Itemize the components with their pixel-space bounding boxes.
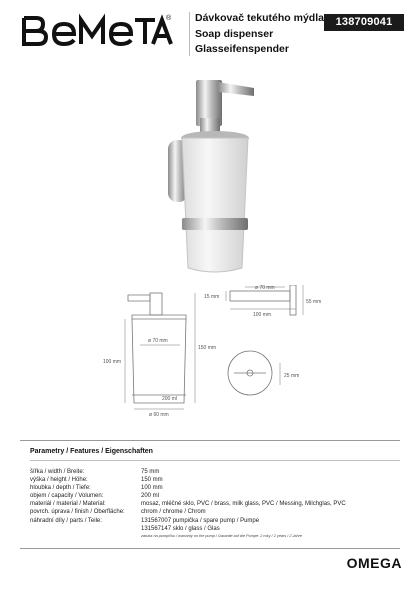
- dim-side-base: 15 mm: [204, 294, 220, 300]
- product-titles: [195, 11, 324, 58]
- spec-row: [30, 533, 346, 539]
- spec-row: [30, 500, 346, 508]
- dim-side-depth: 100 mm: [253, 312, 272, 318]
- spec-value: mosaz, mléčné sklo, PVC / brass, milk glass, PVC / Messing, Milchglas, PVC: [141, 501, 346, 508]
- section-rule-inner: [30, 460, 400, 461]
- product-code-badge: 138709041: [324, 14, 404, 31]
- dim-side-diameter: ø 70 mm: [255, 285, 275, 291]
- dim-round-plate: 25 mm: [284, 373, 300, 379]
- warranty-note: záruka na pumpičku / warranty on the pump / Garantie auf die Pumpe: 2 roky / 2 years / 2 Jahre: [141, 533, 303, 538]
- spec-value: 150 mm: [141, 477, 163, 484]
- spec-row: [30, 492, 346, 500]
- spec-label: hloubka / depth / Tiefe:: [30, 485, 91, 492]
- title-cz: Dávkovač tekutého mýdla: [195, 12, 324, 24]
- title-en: Soap dispenser: [195, 27, 274, 40]
- specs-table: [30, 468, 346, 539]
- spec-value: 75 mm: [141, 469, 160, 475]
- spec-value: 131567007 pumpička / spare pump / Pumpe: [141, 517, 260, 524]
- section-rule-top: [20, 440, 400, 441]
- spec-row: [30, 517, 346, 525]
- spec-label: šířka / width / Breite:: [30, 469, 85, 475]
- spec-label: materiál / material / Material:: [30, 501, 106, 508]
- section-rule-bottom: [20, 548, 400, 549]
- spec-label: náhradní díly / parts / Teile:: [30, 517, 102, 524]
- header-divider: [189, 12, 190, 56]
- title-de: Glasseifenspender: [195, 43, 289, 55]
- spec-row: [30, 468, 346, 476]
- dim-front-width-top: ø 70 mm: [148, 338, 168, 344]
- spec-label: [30, 525, 141, 533]
- dim-side-height: 55 mm: [306, 299, 322, 305]
- spec-label: objem / capacity / Volumen:: [30, 493, 104, 500]
- spec-row: [30, 476, 346, 484]
- spec-value: chrom / chrome / Chrom: [141, 509, 206, 516]
- product-photo: [130, 58, 300, 288]
- spec-label: povrch. úprava / finish / Oberfläche:: [30, 509, 125, 516]
- dim-capacity: 200 ml: [162, 396, 178, 402]
- spec-value: 200 ml: [141, 493, 160, 500]
- specs-heading: Parametry / Features / Eigenschaften: [30, 448, 153, 455]
- spec-value: 100 mm: [141, 485, 163, 492]
- spec-row: [30, 525, 346, 533]
- spec-row: [30, 484, 346, 492]
- spec-row: [30, 508, 346, 516]
- dim-front-height: 150 mm: [198, 345, 217, 351]
- series-name: OMEGA: [346, 555, 402, 571]
- registered-mark: ®: [166, 15, 172, 22]
- bemeta-logo: [20, 12, 174, 50]
- spec-label: výška / height / Höhe:: [30, 477, 88, 484]
- technical-drawings: [0, 285, 420, 435]
- spec-value: 131567147 sklo / glass / Glas: [141, 525, 220, 532]
- dim-bottom-diameter: ø 60 mm: [149, 412, 169, 418]
- dim-body-height: 100 mm: [103, 359, 122, 365]
